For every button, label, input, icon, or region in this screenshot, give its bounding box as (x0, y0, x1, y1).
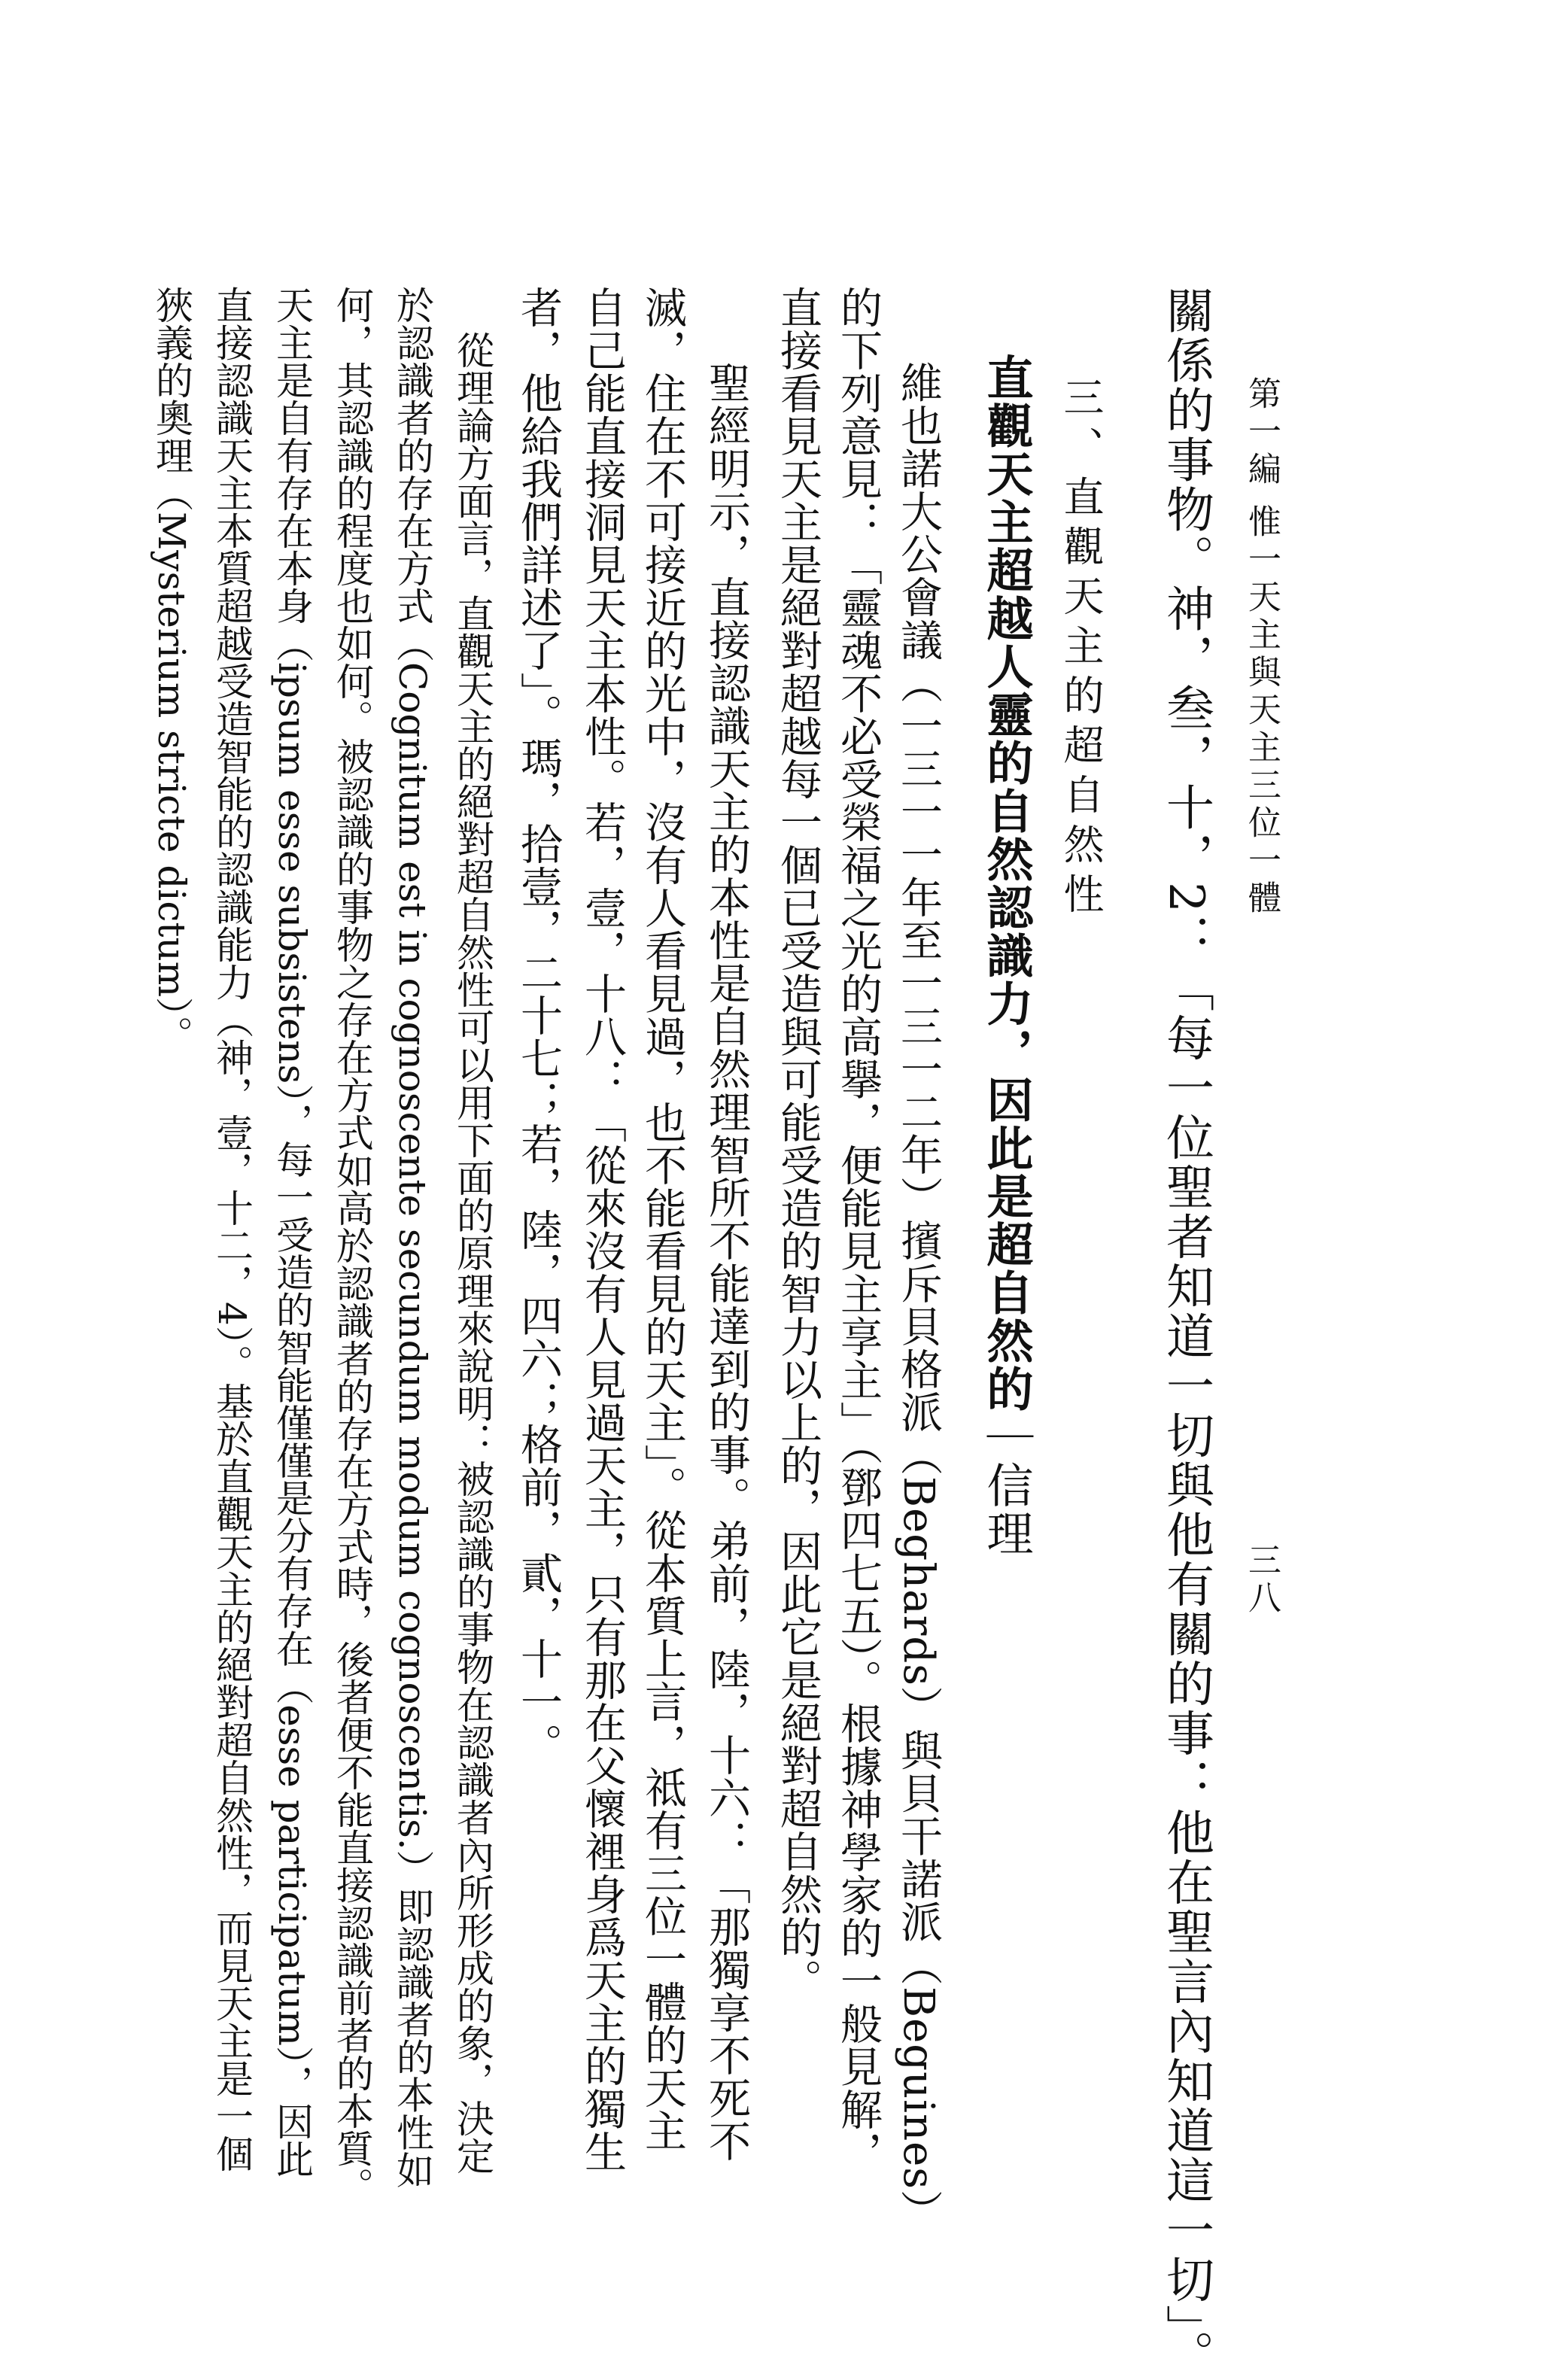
text-line: 的下列意見：「靈魂不必受榮福之光的高擧，便能見主享主」（鄧四七五）。根據神學家的一般見解， (834, 286, 883, 2174)
text-line: 何，其認識的程度也如何。被認識的事物之存在方式如高於認識者的存在方式時，後者便不能直接認識前者的本質。 (330, 286, 374, 2205)
dogma-heading (979, 354, 1034, 1558)
text-line: 關係的事物。神，叁，十，2：「每一位聖者知道一切與他有關的事：他在聖言內知道這一切」。 (1158, 286, 1214, 2380)
text-line: 聖經明示，直接認識天主的本性是自然理智所不能達到的事。弟前，陸，十六：「那獨享不死不 (702, 361, 751, 2163)
running-header: 第一編 惟一天主與天主三位一體 (1242, 376, 1281, 918)
text-line: 於認識者的存在方式（Cognitum est in cognoscente secundum modum cognoscentis.）即認識者的本性如 (391, 286, 434, 2189)
text-line: 直接認識天主本質超越受造智能的認識能力（神，壹，十二，4）。基於直觀天主的絕對超自然性，而見天主是一個 (210, 286, 254, 2172)
text-line: 天主是自有存在本身（ipsum esse subsistens），每一受造的智能僅僅是分有存在（esse participatum），因此 (270, 286, 314, 2178)
text-line: 維也諾大公會議（一三一一年至一三一二年）擯斥貝格派（Beghards）與貝干諾派（Beguines） (894, 361, 943, 2233)
text-line: 滅，住在不可接近的光中，沒有人看見過，也不能看見的天主」。從本質上言，祗有三位一體的天主 (638, 286, 687, 2152)
dogma-heading-tag: ｜信理 (979, 1413, 1034, 1558)
section-title: 三、直觀天主的超自然性 (1057, 376, 1105, 923)
text-line: 者，他給我們詳述了」。瑪，拾壹，二十七；若，陸，四六；格前，貳，十一。 (514, 286, 563, 1766)
text-line: 自己能直接洞見天主本性。若，壹，十八：「從來沒有人見過天主，只有那在父懷裡身爲天主的獨生 (578, 286, 627, 2173)
text-line: 從理論方面言，直觀天主的絕對超自然性可以用下面的原理來說明：被認識的事物在認識者內所形成的象，決定 (451, 331, 494, 2175)
dogma-heading-main: 直觀天主超越人靈的自然認識力，因此是超自然的 (979, 354, 1034, 1413)
page-number: 三八 (1242, 1543, 1281, 1618)
text-line: 直接看見天主是絕對超越每一個已受造與可能受造的智力以上的，因此它是絕對超自然的。 (774, 286, 822, 2002)
text-line: 狹義的奧理（Mysterium stricte dictum）。 (150, 286, 193, 1054)
